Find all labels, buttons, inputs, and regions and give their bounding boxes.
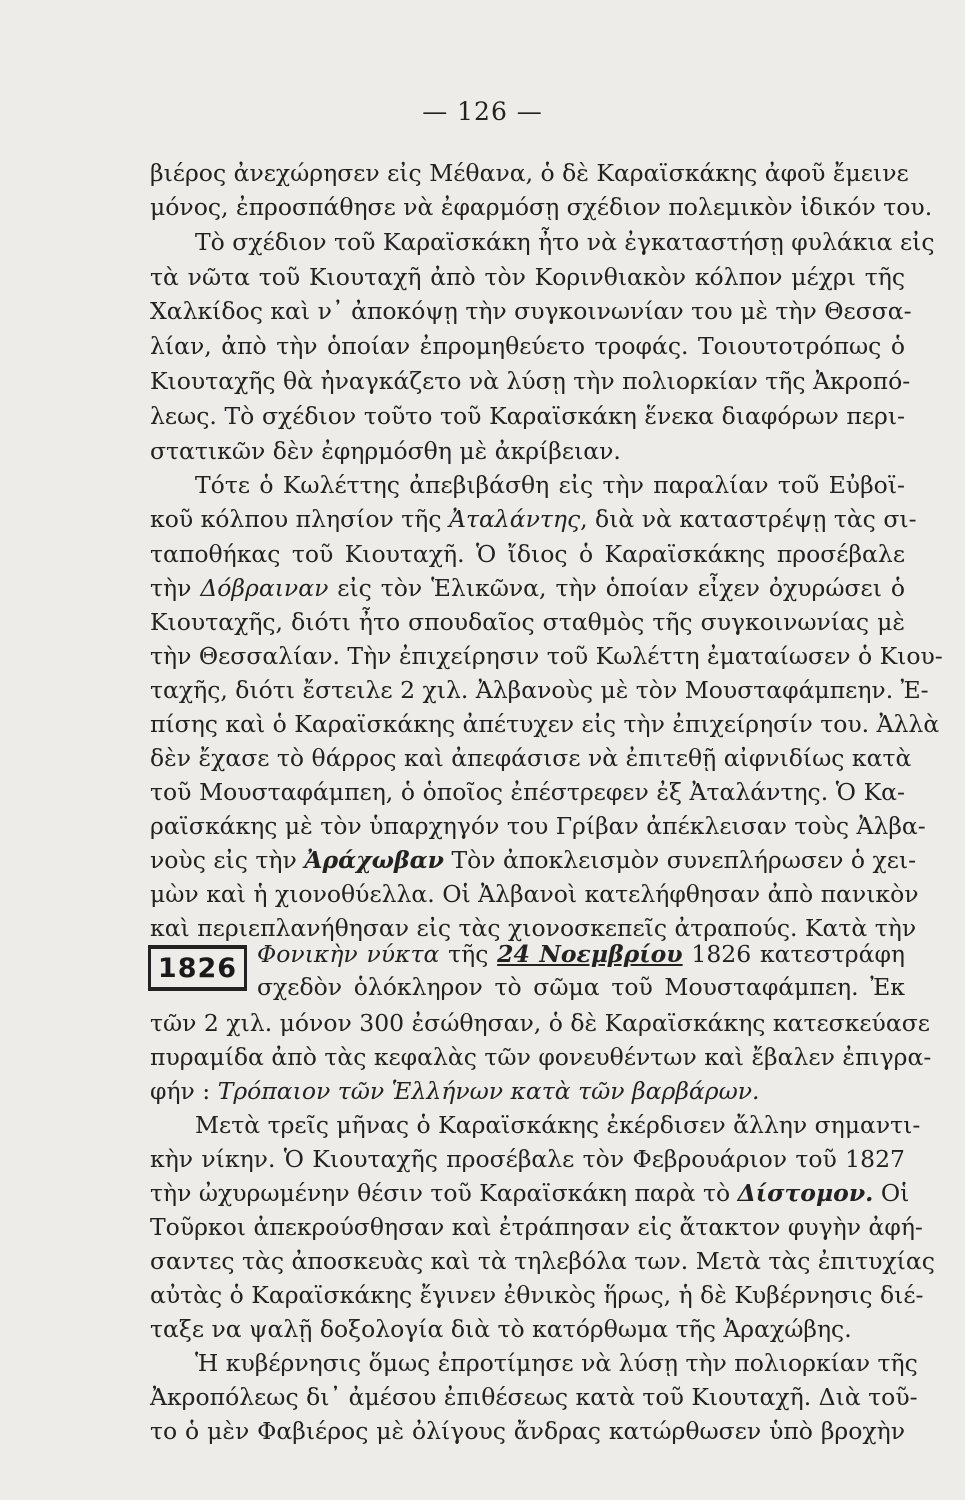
text-line: κὴν νίκην. Ὁ Κιουταχῆς προσέβαλε τὸν Φεβρουάριον τοῦ 1827 bbox=[150, 1145, 905, 1173]
text-line: βιέρος ἀνεχώρησεν εἰς Μέθανα, ὁ δὲ Καραϊσκάκης ἀφοῦ ἔμεινε bbox=[150, 159, 909, 187]
text-line: Χαλκίδος καὶ ν᾽ ἀποκόψῃ τὴν συγκοινωνίαν του μὲ τὴν Θεσσα- bbox=[150, 297, 912, 325]
text-line: τὴν Θεσσαλίαν. Τὴν ἐπιχείρησιν τοῦ Κωλέττη ἐματαίωσεν ὁ Κιου- bbox=[150, 642, 943, 670]
text-line: αὐτὰς ὁ Καραϊσκάκης ἔγινεν ἐθνικὸς ἥρως, ἡ δὲ Κυβέρνησις διέ- bbox=[150, 1281, 924, 1309]
text-line: πυραμίδα ἀπὸ τὰς κεφαλὰς τῶν φονευθέντων καὶ ἔβαλεν ἐπιγρα- bbox=[150, 1043, 932, 1071]
text-line: μόνος, ἐπροσπάθησε νὰ ἐφαρμόσῃ σχέδιον πολεμικὸν ἰδικόν του. bbox=[150, 193, 933, 221]
text-line: Τοῦρκοι ἀπεκρούσθησαν καὶ ἐτράπησαν εἰς ἄτακτον φυγὴν ἀφή- bbox=[150, 1213, 923, 1241]
text-line: τῶν 2 χιλ. μόνον 300 ἐσώθησαν, ὁ δὲ Καραϊσκάκης κατεσκεύασε bbox=[150, 1009, 930, 1037]
text-line: τὴν ὠχυρωμένην θέσιν τοῦ Καραϊσκάκη παρὰ τὸ Δίστομον. Οἱ bbox=[150, 1179, 910, 1207]
text-line: σαντες τὰς ἀποσκευὰς καὶ τὰ τηλεβόλα των. Μετὰ τὰς ἐπιτυχίας bbox=[150, 1247, 935, 1275]
text-line: καὶ περιεπλανήθησαν εἰς τὰς χιονοσκεπεῖς ἀτραπούς. Κατὰ τὴν bbox=[150, 914, 917, 942]
text-line: λεως. Τὸ σχέδιον τοῦτο τοῦ Καραϊσκάκη ἕνεκα διαφόρων περι- bbox=[150, 402, 905, 430]
text-line: Τὸ σχέδιον τοῦ Καραϊσκάκη ἦτο νὰ ἐγκαταστήσῃ φυλάκια εἰς bbox=[195, 228, 935, 256]
text-line: το ὁ μὲν Φαβιέρος μὲ ὀλίγους ἄνδρας κατώρθωσεν ὑπὸ βροχὴν bbox=[150, 1417, 905, 1445]
inscription: Τρόπαιον τῶν Ἑλλήνων κατὰ τῶν βαρβάρων. bbox=[217, 1077, 760, 1105]
place-name-atalanti: Ἀταλάντης bbox=[448, 505, 581, 533]
date-heading: 24 Νοεμβρίου bbox=[497, 940, 683, 968]
margin-year-box: 1826 bbox=[148, 945, 247, 991]
text-line: ταχῆς, διότι ἔστειλε 2 χιλ. Ἀλβανοὺς μὲ τὸν Μουσταφάμπεην. Ἐ- bbox=[150, 676, 929, 704]
text-line: σχεδὸν ὁλόκληρον τὸ σῶμα τοῦ Μουσταφάμπεη. Ἐκ bbox=[257, 973, 905, 1001]
text-line: Φονικὴν νύκτα τῆς 24 Νοεμβρίου 1826 κατεστράφη bbox=[257, 940, 905, 968]
place-name-distomo: Δίστομον. bbox=[737, 1179, 874, 1207]
text-line: τὰ νῶτα τοῦ Κιουταχῆ ἀπὸ τὸν Κορινθιακὸν κόλπον μέχρι τῆς bbox=[150, 263, 905, 291]
place-name-dovraina: Δόβραιναν bbox=[200, 574, 329, 602]
page-number: — 126 — bbox=[422, 97, 543, 126]
text-line: φήν : Τρόπαιον τῶν Ἑλλήνων κατὰ τῶν βαρβάρων. bbox=[150, 1077, 760, 1105]
text-line: τὴν Δόβραιναν εἰς τὸν Ἑλικῶνα, τὴν ὁποίαν εἶχεν ὀχυρώσει ὁ bbox=[150, 574, 905, 602]
text-line: κοῦ κόλπου πλησίον τῆς Ἀταλάντης, διὰ νὰ καταστρέψῃ τὰς σι- bbox=[150, 505, 917, 533]
text-line: λίαν, ἀπὸ τὴν ὁποίαν ἐπρομηθεύετο τροφάς. Τοιουτοτρόπως ὁ bbox=[150, 332, 905, 360]
text-line: Μετὰ τρεῖς μῆνας ὁ Καραϊσκάκης ἐκέρδισεν ἄλλην σημαντι- bbox=[195, 1111, 921, 1139]
text-line: Κιουταχῆς, διότι ἦτο σπουδαῖος σταθμὸς τῆς συγκοινωνίας μὲ bbox=[150, 608, 905, 636]
text-line: Κιουταχῆς θὰ ἠναγκάζετο νὰ λύσῃ τὴν πολιορκίαν τῆς Ἀκροπό- bbox=[150, 367, 911, 395]
text-line: δὲν ἔχασε τὸ θάρρος καὶ ἀπεφάσισε νὰ ἐπιτεθῇ αἰφνιδίως κατὰ bbox=[150, 744, 912, 772]
text-line: στατικῶν δὲν ἐφηρμόσθη μὲ ἀκρίβειαν. bbox=[150, 437, 621, 465]
text-line: νοὺς εἰς τὴν Ἀράχωβαν Τὸν ἀποκλεισμὸν συνεπλήρωσεν ὁ χει- bbox=[150, 846, 917, 874]
text-line: ταξε να ψαλῇ δοξολογία διὰ τὸ κατόρθωμα τῆς Ἀραχώβης. bbox=[150, 1315, 852, 1343]
text-line: τοῦ Μουσταφάμπεη, ὁ ὁποῖος ἐπέστρεφεν ἐξ Ἀταλάντης. Ὁ Κα- bbox=[150, 778, 905, 806]
text-line: Ἡ κυβέρνησις ὅμως ἐπροτίμησε νὰ λύσῃ τὴν πολιορκίαν τῆς bbox=[195, 1349, 918, 1377]
text-line: ταποθήκας τοῦ Κιουταχῆ. Ὁ ἴδιος ὁ Καραϊσκάκης προσέβαλε bbox=[150, 540, 905, 568]
text-line: Τότε ὁ Κωλέττης ἀπεβιβάσθη εἰς τὴν παραλίαν τοῦ Εὐβοϊ- bbox=[195, 471, 905, 499]
text-line: μὼν καὶ ἡ χιονοθύελλα. Οἱ Ἀλβανοὶ κατελήφθησαν ἀπὸ πανικὸν bbox=[150, 880, 919, 908]
text-line: Ἀκροπόλεως δι᾽ ἀμέσου ἐπιθέσεως κατὰ τοῦ Κιουταχῆ. Διὰ τοῦ- bbox=[150, 1383, 918, 1411]
text-line: ραϊσκάκης μὲ τὸν ὑπαρχηγόν του Γρίβαν ἀπέκλεισαν τοὺς Ἀλβα- bbox=[150, 812, 926, 840]
text-line: πίσης καὶ ὁ Καραϊσκάκης ἀπέτυχεν εἰς τὴν ἐπιχείρησίν του. Ἀλλὰ bbox=[150, 710, 940, 738]
place-name-arachova: Ἀράχωβαν bbox=[304, 846, 444, 874]
